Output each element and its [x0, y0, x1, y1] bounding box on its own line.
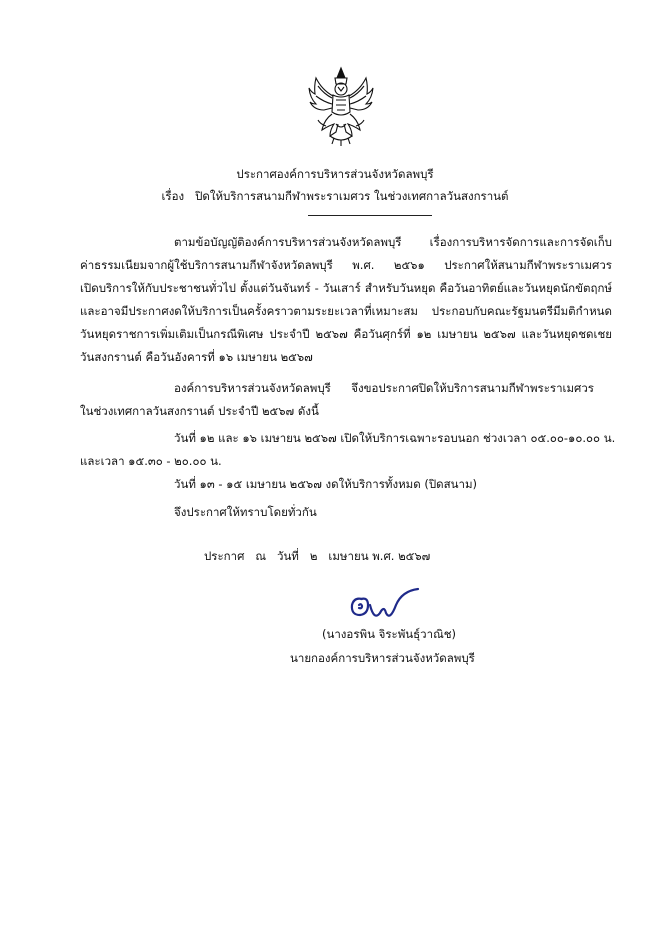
schedule-item-2: วันที่ ๑๓ - ๑๕ เมษายน ๒๕๖๗ งดให้บริการทั้งหมด (ปิดสนาม) [174, 477, 478, 491]
schedule-item-1-cont: และเวลา ๑๕.๓๐ - ๒๐.๐๐ น. [80, 454, 222, 468]
document-subject [0, 188, 670, 206]
subject-text: ปิดให้บริการสนามกีฬาพระราเมศวร ในช่วงเทศกาลวันสงกรานต์ [195, 189, 509, 203]
paragraph-2-line: องค์การบริหารส่วนจังหวัดลพบุรี จึงขอประกาศปิดให้บริการสนามกีฬาพระราเมศวร [174, 381, 594, 395]
schedule-item-1: วันที่ ๑๒ และ ๑๖ เมษายน ๒๕๖๗ เปิดให้บริการเฉพาะรอบนอก ช่วงเวลา ๐๕.๐๐-๑๐.๐๐ น. [174, 431, 616, 445]
paragraph-1-line: ค่าธรรมเนียมจากผู้ใช้บริการสนามกีฬาจังหวัดลพบุรี พ.ศ. ๒๕๖๑ ประกาศให้สนามกีฬาพระราเมศวร [80, 258, 612, 272]
paragraph-2-line: ในช่วงเทศกาลวันสงกรานต์ ประจำปี ๒๕๖๗ ดังนี้ [80, 404, 319, 418]
date-label: ประกาศ [204, 549, 245, 563]
at-label: ณ [255, 549, 267, 563]
garuda-emblem-icon [306, 64, 376, 148]
signature-image [348, 583, 422, 625]
title-underline [308, 215, 432, 216]
subject-label: เรื่อง [161, 189, 185, 203]
signer-title: นายกองค์การบริหารส่วนจังหวัดลพบุรี [290, 651, 475, 665]
day-label: วันที่ [276, 549, 299, 563]
closing-statement: จึงประกาศให้ทราบโดยทั่วกัน [174, 505, 317, 519]
paragraph-1-line: และอาจมีประกาศงดให้บริการเป็นครั้งคราวตามระยะเวลาที่เหมาะสม ประกอบกับคณะรัฐมนตรีมีมติกำหนด [80, 304, 612, 318]
paragraph-1-line: วันสงกรานต์ คือวันอังคารที่ ๑๖ เมษายน ๒๕๖๗ [80, 350, 313, 364]
paragraph-1-line: วันหยุดราชการเพิ่มเติมเป็นกรณีพิเศษ ประจำปี ๒๕๖๗ คือวันศุกร์ที่ ๑๒ เมษายน ๒๕๖๗ และวันหยุดชดเชย [80, 327, 612, 341]
signer-name: (นางอรพิน จิระพันธุ์วาณิช) [322, 627, 457, 641]
announcement-date [204, 548, 430, 564]
document-title: ประกาศองค์การบริหารส่วนจังหวัดลพบุรี [236, 167, 434, 181]
paragraph-1-line: ตามข้อบัญญัติองค์การบริหารส่วนจังหวัดลพบุรี เรื่องการบริหารจัดการและการจัดเก็บ [174, 235, 612, 249]
month-year: เมษายน พ.ศ. ๒๕๖๗ [328, 549, 431, 563]
paragraph-1-line: เปิดบริการให้กับประชาชนทั่วไป ตั้งแต่วันจันทร์ - วันเสาร์ สำหรับวันหยุด คือวันอาทิตย์และวันหยุดนักขัตฤกษ์ [80, 281, 612, 295]
day-value: ๒ [309, 549, 318, 563]
